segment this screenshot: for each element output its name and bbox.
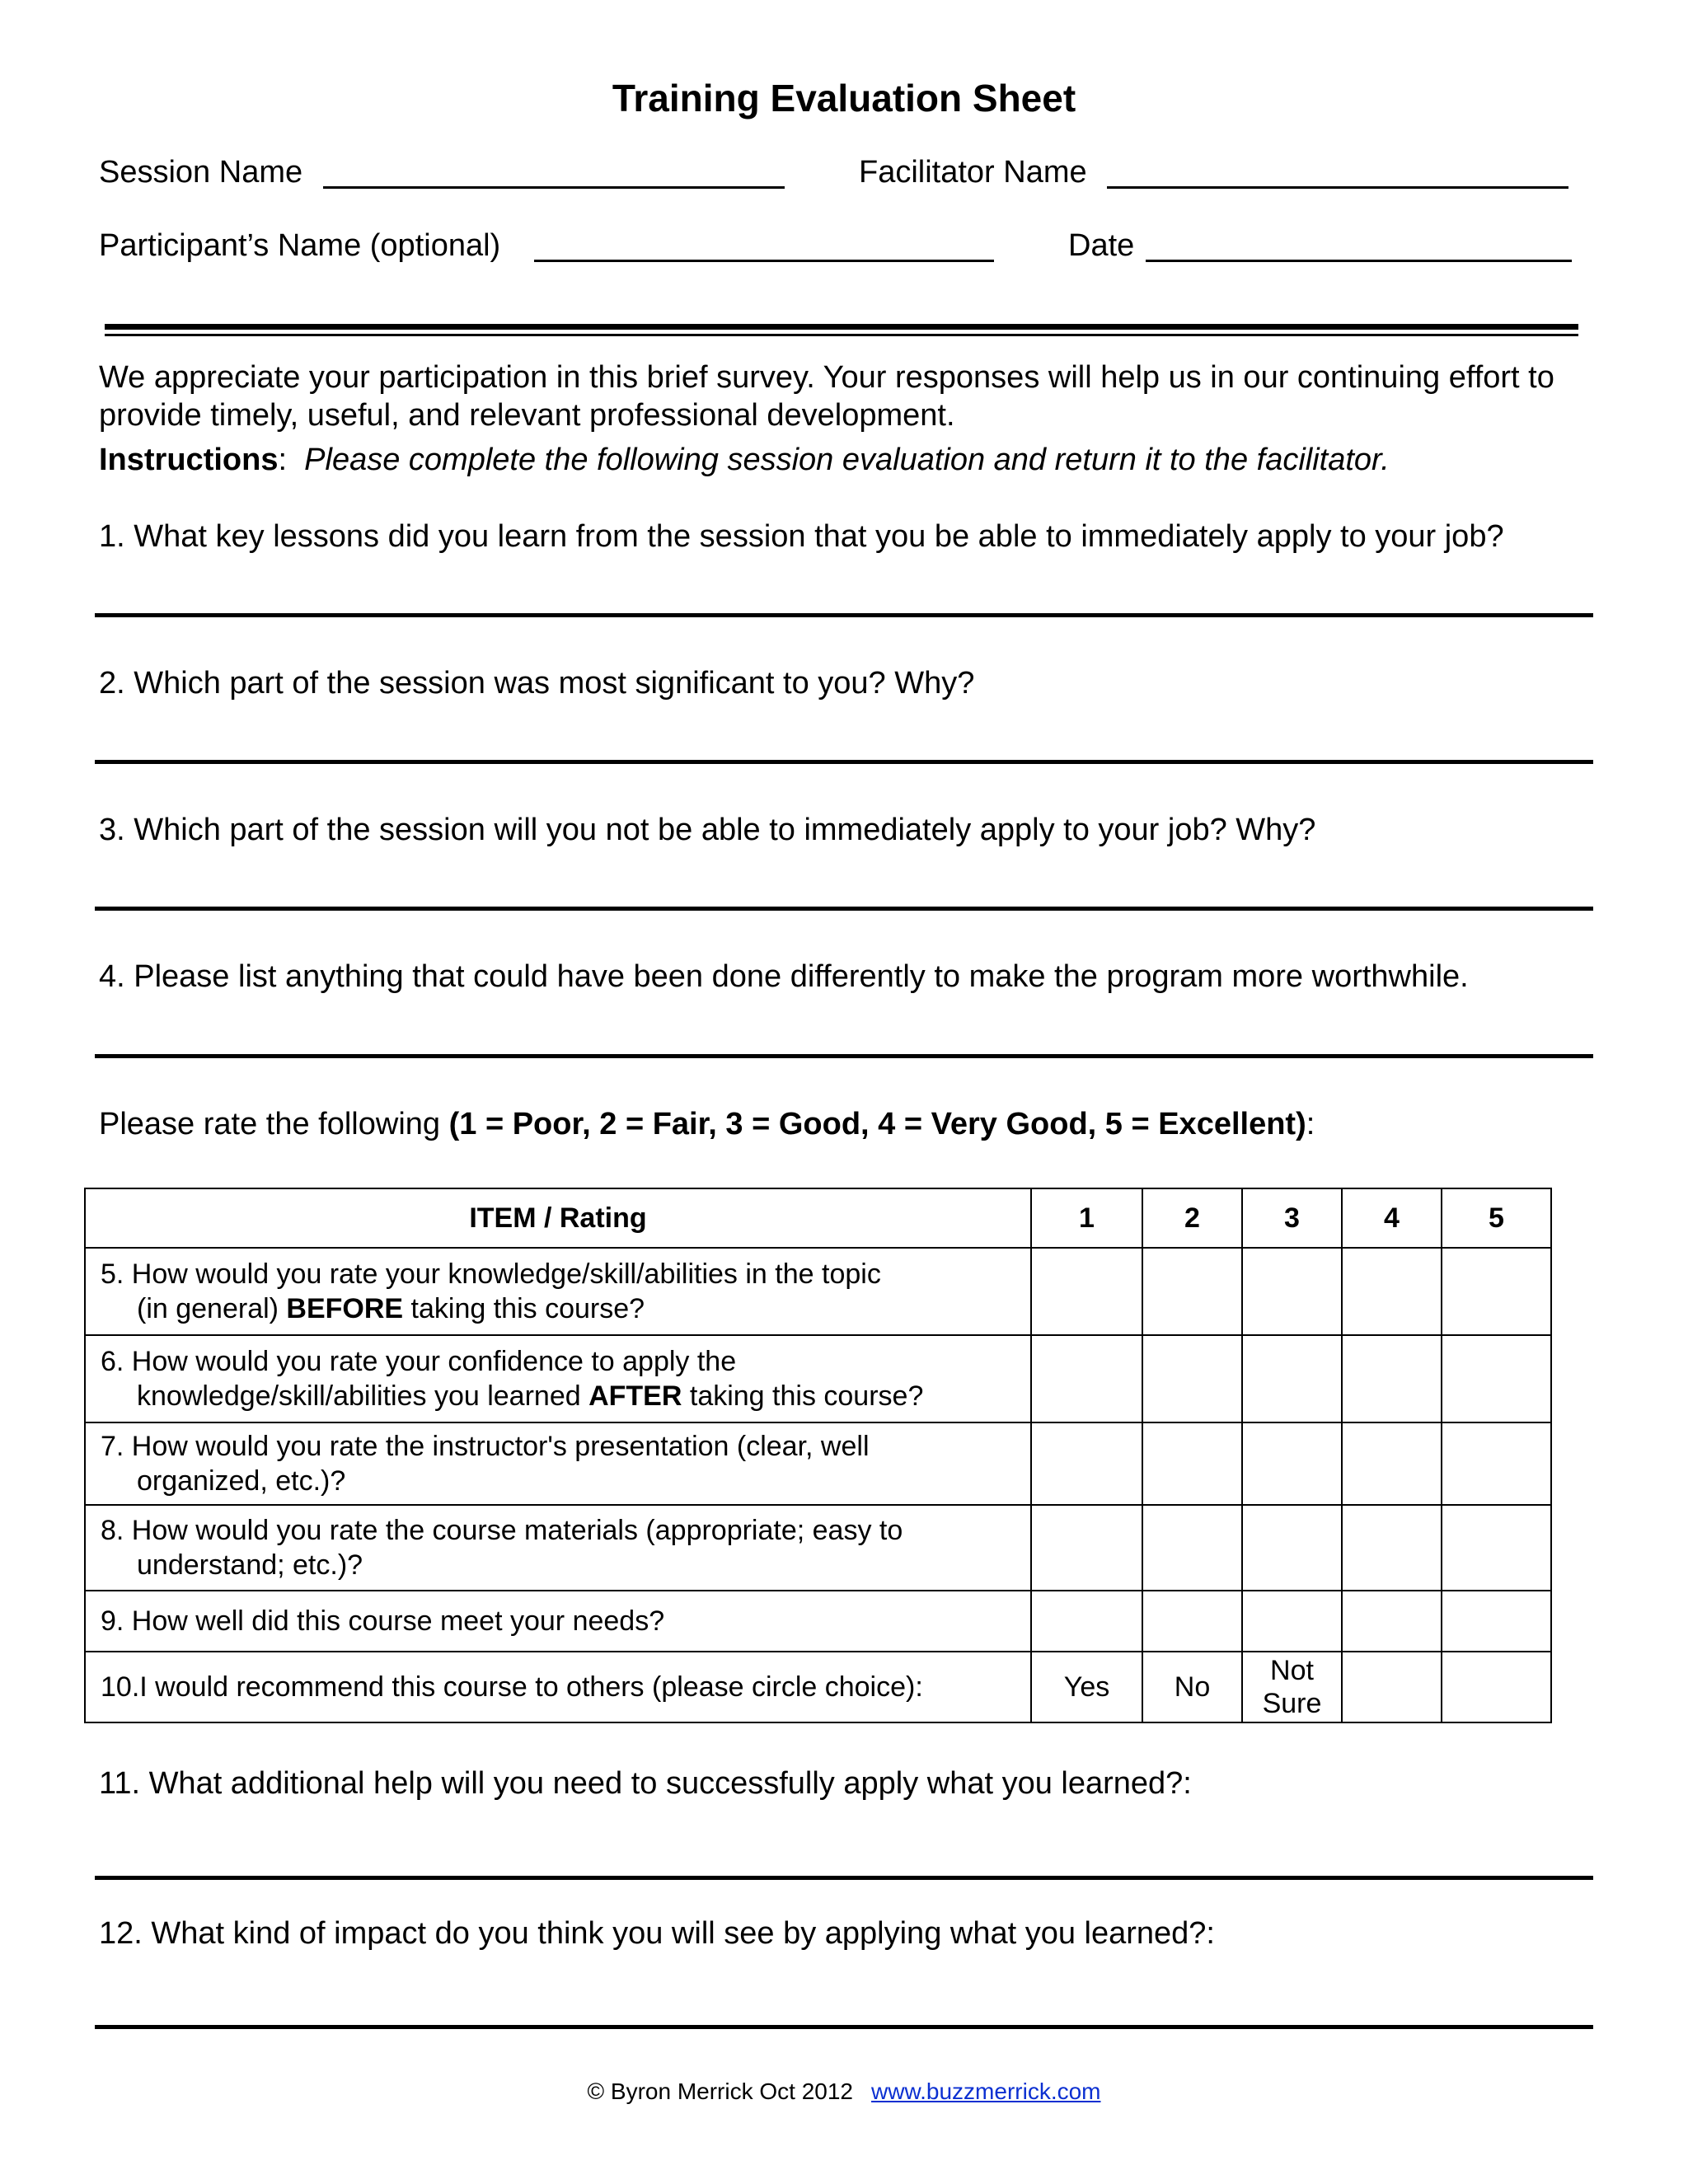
rating-cell[interactable] [1031,1335,1142,1422]
facilitator-name-label: Facilitator Name [859,155,1087,190]
rating-cell[interactable] [1242,1335,1342,1422]
rating-cell[interactable] [1031,1248,1142,1335]
question-12: 12. What kind of impact do you think you will see by applying what you learned?: [99,1916,1215,1951]
answer-line-4[interactable] [95,1054,1593,1058]
rating-cell[interactable] [1142,1505,1242,1591]
participant-name-field[interactable] [534,260,994,262]
rating-cell [1342,1652,1442,1722]
instructions-label: Instructions [99,443,279,477]
footer-copyright: © Byron Merrick Oct 2012 [587,2079,854,2104]
item-10-text: 10.I would recommend this course to others (please circle choice): [85,1652,1031,1722]
item-8-line1: 8. How would you rate the course materials (appropriate; easy to [101,1515,903,1546]
rating-cell[interactable] [1242,1248,1342,1335]
item-8-line2: understand; etc.)? [137,1549,363,1581]
rating-cell[interactable] [1442,1591,1551,1652]
rating-cell[interactable] [1031,1591,1142,1652]
rating-prompt-suffix: : [1306,1107,1315,1141]
item-8-text [85,1505,1031,1591]
item-5-line2-post: taking this course? [403,1293,645,1324]
header-rating-1: 1 [1031,1188,1142,1248]
header-rating-3: 3 [1242,1188,1342,1248]
date-field[interactable] [1146,260,1572,262]
choice-no[interactable]: No [1142,1652,1242,1722]
item-9-text: 9. How well did this course meet your needs? [85,1591,1031,1652]
header-rating-4: 4 [1342,1188,1442,1248]
divider-thin [105,334,1578,336]
rating-cell[interactable] [1342,1248,1442,1335]
item-7-line2: organized, etc.)? [137,1465,346,1497]
question-1: 1. What key lessons did you learn from the session that you be able to immediately apply to your job? [99,519,1504,554]
rating-cell[interactable] [1342,1422,1442,1505]
item-5-line2-bold: BEFORE [286,1293,404,1324]
item-6-line2-bold: AFTER [588,1380,682,1412]
rating-prompt [99,1107,1315,1142]
rating-cell[interactable] [1442,1422,1551,1505]
item-6-line2 [101,1379,1030,1413]
rating-cell[interactable] [1442,1505,1551,1591]
item-7-line1: 7. How would you rate the instructor's presentation (clear, well [101,1431,870,1462]
date-label: Date [1068,228,1135,263]
facilitator-name-field[interactable] [1107,186,1568,189]
question-2: 2. Which part of the session was most significant to you? Why? [99,666,975,701]
answer-line-1[interactable] [95,613,1593,617]
choice-not-sure-line2: Sure [1262,1688,1322,1719]
question-3: 3. Which part of the session will you not be able to immediately apply to your job? Why? [99,813,1316,847]
answer-line-2[interactable] [95,760,1593,764]
item-6-text [85,1335,1031,1422]
instructions: Instructions: Please complete the following session evaluation and return it to the facilitator. [99,443,1390,477]
choice-yes[interactable]: Yes [1031,1652,1142,1722]
table-row [85,1422,1551,1505]
header-rating-5: 5 [1442,1188,1551,1248]
rating-cell[interactable] [1342,1505,1442,1591]
question-4: 4. Please list anything that could have been done differently to make the program more worthwhile. [99,959,1469,994]
answer-line-3[interactable] [95,907,1593,911]
item-6-line1: 6. How would you rate your confidence to apply the [101,1346,737,1377]
rating-cell[interactable] [1142,1422,1242,1505]
item-5-line2 [101,1291,1030,1326]
table-row [85,1335,1551,1422]
table-header-row [85,1188,1551,1248]
rating-cell[interactable] [1342,1591,1442,1652]
header-rating-2: 2 [1142,1188,1242,1248]
answer-line-12[interactable] [95,2025,1593,2029]
rating-prompt-prefix: Please rate the following [99,1107,449,1141]
instructions-text: Please complete the following session evaluation and return it to the facilitator. [304,443,1390,477]
rating-cell[interactable] [1142,1248,1242,1335]
rating-cell[interactable] [1142,1591,1242,1652]
item-7-text [85,1422,1031,1505]
item-5-line2-pre: (in general) [137,1293,287,1324]
rating-cell[interactable] [1142,1335,1242,1422]
footer-link[interactable]: www.buzzmerrick.com [871,2079,1101,2104]
rating-scale: (1 = Poor, 2 = Fair, 3 = Good, 4 = Very Good, 5 = Excellent) [448,1107,1306,1141]
item-5-line1: 5. How would you rate your knowledge/skill/abilities in the topic [101,1258,881,1290]
session-name-field[interactable] [323,186,785,189]
header-item: ITEM / Rating [85,1188,1031,1248]
item-6-line2-post: taking this course? [682,1380,924,1412]
rating-cell[interactable] [1442,1335,1551,1422]
table-row [85,1591,1551,1652]
rating-cell[interactable] [1242,1505,1342,1591]
footer [0,2079,1688,2105]
table-row [85,1248,1551,1335]
session-name-label: Session Name [99,155,303,190]
choice-not-sure-line1: Not [1270,1655,1314,1686]
choice-not-sure[interactable] [1242,1652,1342,1722]
divider-thick [105,324,1578,330]
rating-cell[interactable] [1442,1248,1551,1335]
page-title: Training Evaluation Sheet [612,77,1076,120]
table-row [85,1505,1551,1591]
participant-name-label: Participant’s Name (optional) [99,228,501,263]
question-11: 11. What additional help will you need to successfully apply what you learned?: [99,1766,1192,1801]
item-6-line2-pre: knowledge/skill/abilities you learned [137,1380,589,1412]
rating-cell[interactable] [1031,1505,1142,1591]
rating-cell[interactable] [1242,1422,1342,1505]
rating-table [84,1188,1552,1723]
rating-cell[interactable] [1342,1335,1442,1422]
rating-cell[interactable] [1242,1591,1342,1652]
item-5-text [85,1248,1031,1335]
intro-text: We appreciate your participation in this brief survey. Your responses will help us in our continuing effort to provide timely, useful, and relevant professional development. [99,360,1554,433]
rating-cell [1442,1652,1551,1722]
table-row [85,1652,1551,1722]
answer-line-11[interactable] [95,1876,1593,1880]
rating-cell[interactable] [1031,1422,1142,1505]
